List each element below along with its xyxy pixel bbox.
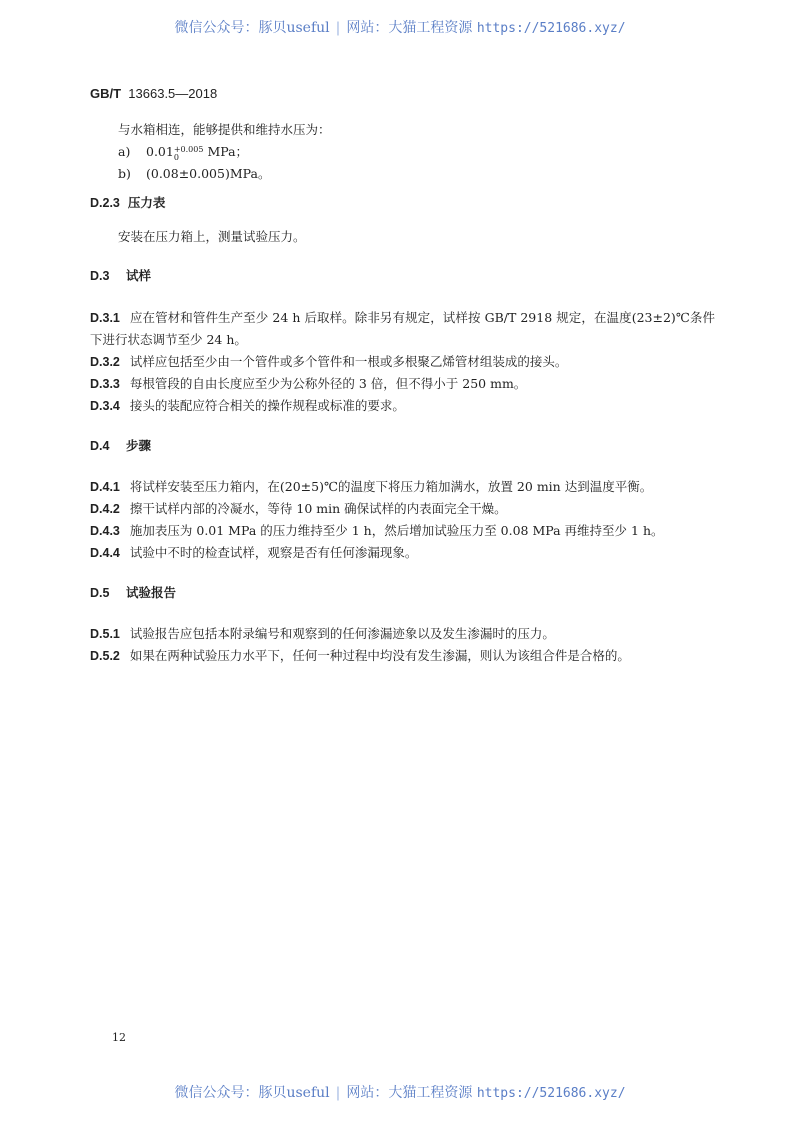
watermark-wechat: 微信公众号：豚贝useful <box>174 20 330 36</box>
page-number: 12 <box>112 1031 126 1044</box>
section-heading <box>90 582 715 604</box>
watermark-site: 网站：大猫工程资源 <box>346 1085 473 1101</box>
section-d5 <box>90 582 715 667</box>
clause <box>90 520 715 542</box>
standard-prefix: GB/T <box>90 86 122 101</box>
list-item-a <box>90 141 715 163</box>
heading-title: 步骤 <box>126 439 152 453</box>
clause-num: D.3.3 <box>90 377 120 391</box>
intro-text: 与水箱相连，能够提供和维持水压为： <box>118 122 331 137</box>
clause-text: 擦干试样内部的冷凝水，等待 10 min 确保试样的内表面完全干燥。 <box>129 501 507 516</box>
clause-num: D.3.4 <box>90 399 120 413</box>
section-heading <box>90 192 715 214</box>
heading-num: D.5 <box>90 586 110 600</box>
heading-title: 压力表 <box>127 196 166 210</box>
list-marker: b) <box>118 166 131 181</box>
clause-text: 施加表压为 0.01 MPa 的压力维持至少 1 h，然后增加试验压力至 0.08 MPa 再维持至少 1 h。 <box>129 523 664 538</box>
tolerance <box>174 146 204 162</box>
list-item-b <box>90 163 715 185</box>
watermark-url[interactable]: https://521686.xyz/ <box>476 1086 626 1101</box>
clause <box>90 645 715 667</box>
standard-code: 13663.5—2018 <box>128 86 218 101</box>
list-marker: a) <box>118 144 131 159</box>
heading-title: 试样 <box>126 269 152 283</box>
watermark-url[interactable]: https://521686.xyz/ <box>476 21 626 36</box>
footer-watermark <box>0 1082 800 1102</box>
clause-text: 应在管材和管件生产至少 24 h 后取样。除非另有规定，试样按 GB/T 2918 规定，在温度(23±2)℃条件下进行状态调节至少 24 h。 <box>90 310 715 347</box>
value: 0.01 <box>146 144 174 159</box>
clause-text: 如果在两种试验压力水平下，任何一种过程中均没有发生渗漏，则认为该组合件是合格的。 <box>129 648 630 663</box>
clause-text: 试样应包括至少由一个管件或多个管件和一根或多根聚乙烯管材组装成的接头。 <box>129 354 568 369</box>
watermark-site: 网站：大猫工程资源 <box>346 20 473 36</box>
clause-num: D.4.4 <box>90 546 120 560</box>
clause <box>90 307 715 351</box>
unit: MPa； <box>207 144 249 159</box>
clause <box>90 351 715 373</box>
clause-num: D.3.1 <box>90 311 120 325</box>
clause <box>90 542 715 564</box>
clause-text: 每根管段的自由长度应至少为公称外径的 3 倍，但不得小于 250 mm。 <box>129 376 527 391</box>
watermark-wechat: 微信公众号：豚贝useful <box>174 1085 330 1101</box>
clause <box>90 623 715 645</box>
watermark-separator: | <box>335 20 341 36</box>
clause <box>90 498 715 520</box>
clause <box>90 476 715 498</box>
intro-block <box>90 119 715 185</box>
heading-num: D.2.3 <box>90 196 120 210</box>
clause-num: D.5.2 <box>90 649 120 663</box>
section-heading <box>90 265 715 287</box>
section-heading <box>90 435 715 457</box>
watermark-separator: | <box>335 1085 341 1101</box>
clause <box>90 395 715 417</box>
section-d3 <box>90 265 715 417</box>
heading-title: 试验报告 <box>126 586 177 600</box>
clause-text: 将试样安装至压力箱内，在(20±5)℃的温度下将压力箱加满水，放置 20 min 达到温度平衡。 <box>129 479 653 494</box>
tol-lower: 0 <box>173 153 179 162</box>
section-d23 <box>90 192 715 248</box>
clause-num: D.4.1 <box>90 480 120 494</box>
clause-text: 试验中不时的检查试样，观察是否有任何渗漏现象。 <box>129 545 418 560</box>
heading-num: D.3 <box>90 269 110 283</box>
clause <box>90 373 715 395</box>
clause-num: D.4.3 <box>90 524 120 538</box>
clause-text: 接头的装配应符合相关的操作规程或标准的要求。 <box>129 398 405 413</box>
clause-num: D.3.2 <box>90 355 120 369</box>
paragraph: 安装在压力箱上，测量试验压力。 <box>118 229 306 244</box>
list-text: (0.08±0.005)MPa。 <box>146 166 271 181</box>
tol-upper: +0.005 <box>173 145 204 154</box>
heading-num: D.4 <box>90 439 110 453</box>
clause-num: D.5.1 <box>90 627 120 641</box>
header-watermark <box>0 17 800 37</box>
standard-number <box>90 86 217 101</box>
section-d4 <box>90 435 715 564</box>
clause-text: 试验报告应包括本附录编号和观察到的任何渗漏迹象以及发生渗漏时的压力。 <box>129 626 555 641</box>
clause-num: D.4.2 <box>90 502 120 516</box>
